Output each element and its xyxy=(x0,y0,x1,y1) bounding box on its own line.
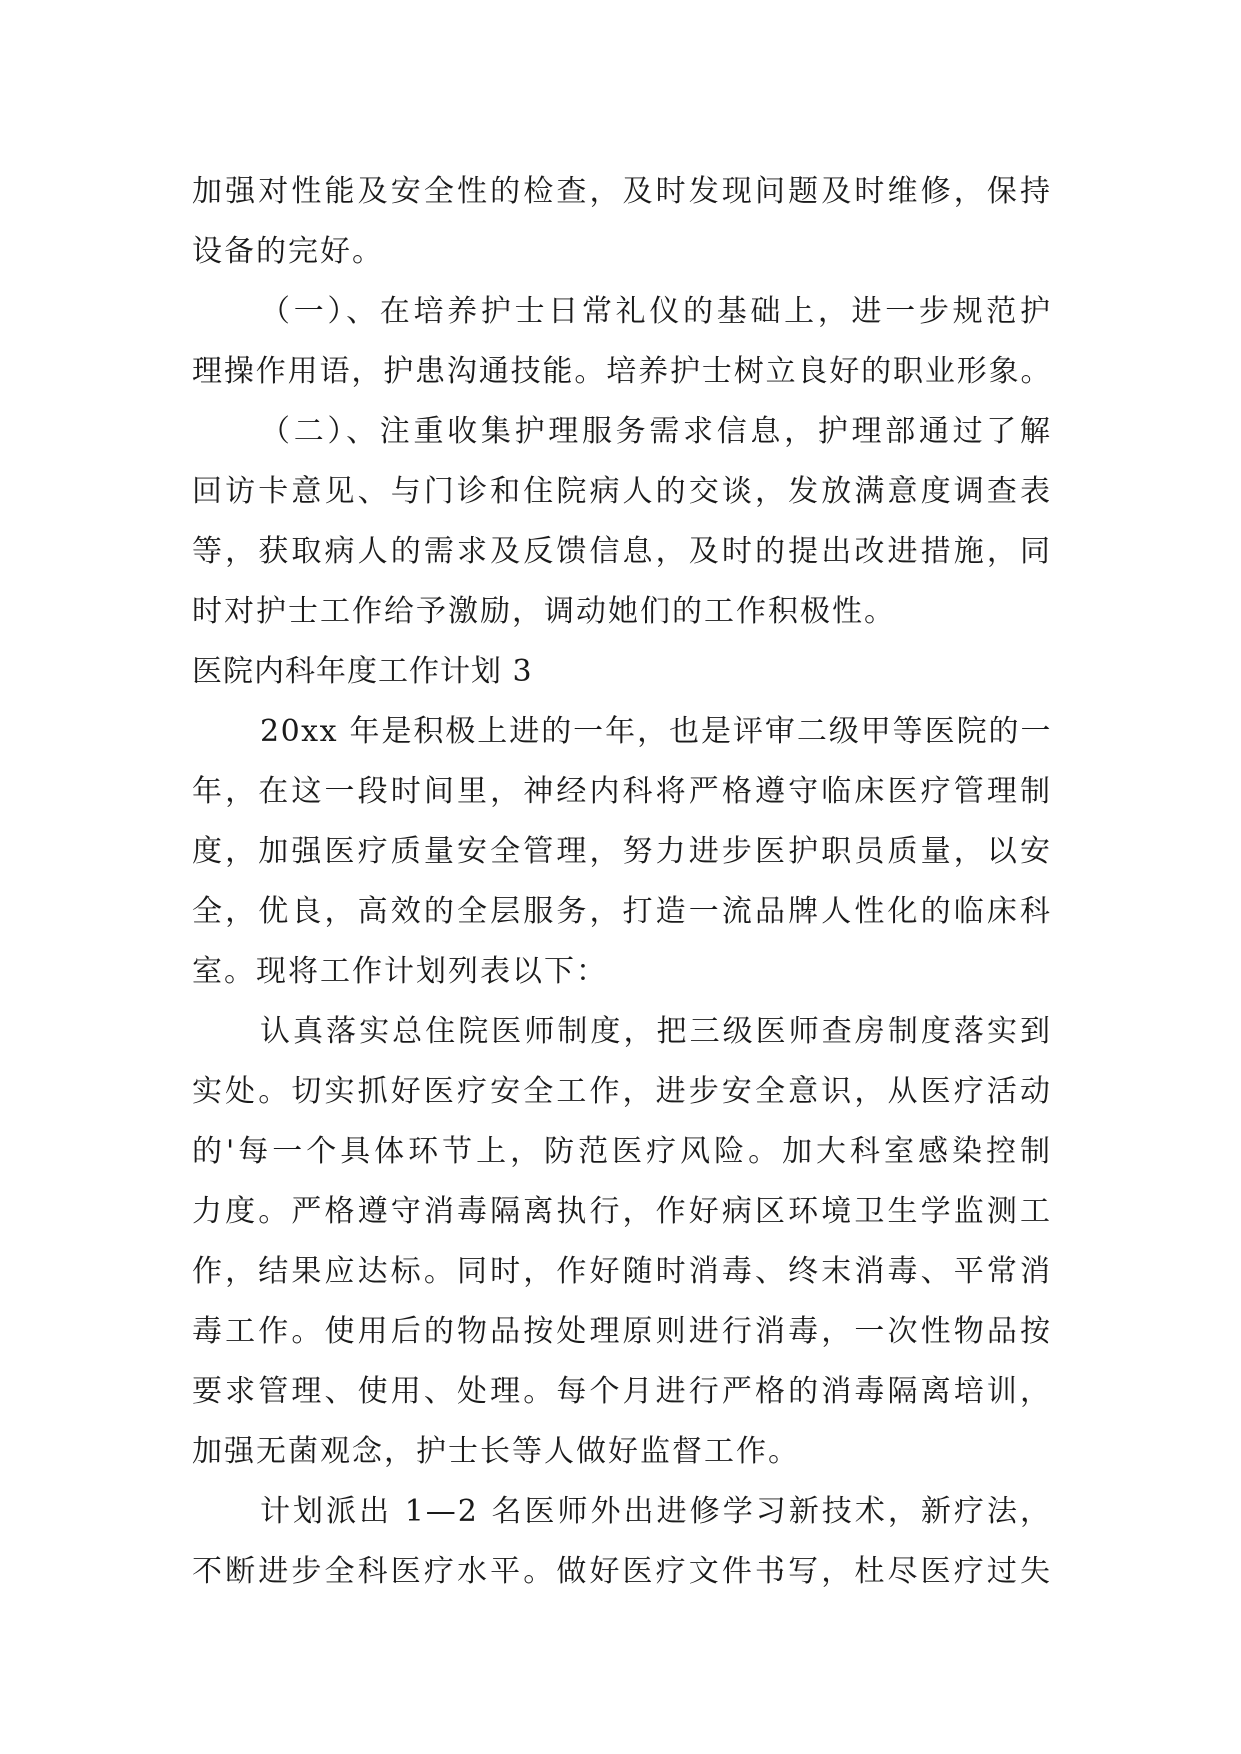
text-line: 设备的完好。 xyxy=(192,234,384,269)
text-line: （一）、在培养护士日常礼仪的基础上，进一步规范护 xyxy=(260,294,1052,329)
text-line: 度，加强医疗质量安全管理，努力进步医护职员质量，以安 xyxy=(192,834,1052,869)
text-line: 全，优良，高效的全层服务，打造一流品牌人性化的临床科 xyxy=(192,894,1052,929)
text-line: 等，获取病人的需求及反馈信息，及时的提出改进措施，同 xyxy=(192,534,1052,569)
text-line: 的'每一个具体环节上，防范医疗风险。加大科室感染控制 xyxy=(192,1134,1052,1169)
text-line: 理操作用语，护患沟通技能。培养护士树立良好的职业形象。 xyxy=(192,354,1052,389)
text-line: 计划派出 1—2 名医师外出进修学习新技术，新疗法， xyxy=(260,1494,1052,1529)
text-line: 要求管理、使用、处理。每个月进行严格的消毒隔离培训， xyxy=(192,1374,1052,1409)
text-line: 不断进步全科医疗水平。做好医疗文件书写，杜尽医疗过失 xyxy=(192,1554,1052,1589)
text-line: 时对护士工作给予激励，调动她们的工作积极性。 xyxy=(192,594,896,629)
text-line: 20xx 年是积极上进的一年，也是评审二级甲等医院的一 xyxy=(260,714,1052,749)
text-line: 年，在这一段时间里，神经内科将严格遵守临床医疗管理制 xyxy=(192,774,1052,809)
text-line: 毒工作。使用后的物品按处理原则进行消毒，一次性物品按 xyxy=(192,1314,1052,1349)
text-line: 室。现将工作计划列表以下： xyxy=(192,954,608,989)
text-line: 认真落实总住院医师制度，把三级医师查房制度落实到 xyxy=(260,1014,1052,1049)
section-heading: 医院内科年度工作计划 3 xyxy=(192,654,533,689)
text-line: 力度。严格遵守消毒隔离执行，作好病区环境卫生学监测工 xyxy=(192,1194,1052,1229)
text-line: 实处。切实抓好医疗安全工作，进步安全意识，从医疗活动 xyxy=(192,1074,1052,1109)
text-line: 回访卡意见、与门诊和住院病人的交谈，发放满意度调查表 xyxy=(192,474,1052,509)
text-line: 加强对性能及安全性的检查，及时发现问题及时维修，保持 xyxy=(192,174,1052,209)
text-line: 作，结果应达标。同时，作好随时消毒、终末消毒、平常消 xyxy=(192,1254,1052,1289)
text-line: 加强无菌观念，护士长等人做好监督工作。 xyxy=(192,1434,800,1469)
document-body xyxy=(192,162,1052,1602)
text-line: （二）、注重收集护理服务需求信息，护理部通过了解 xyxy=(260,414,1052,449)
